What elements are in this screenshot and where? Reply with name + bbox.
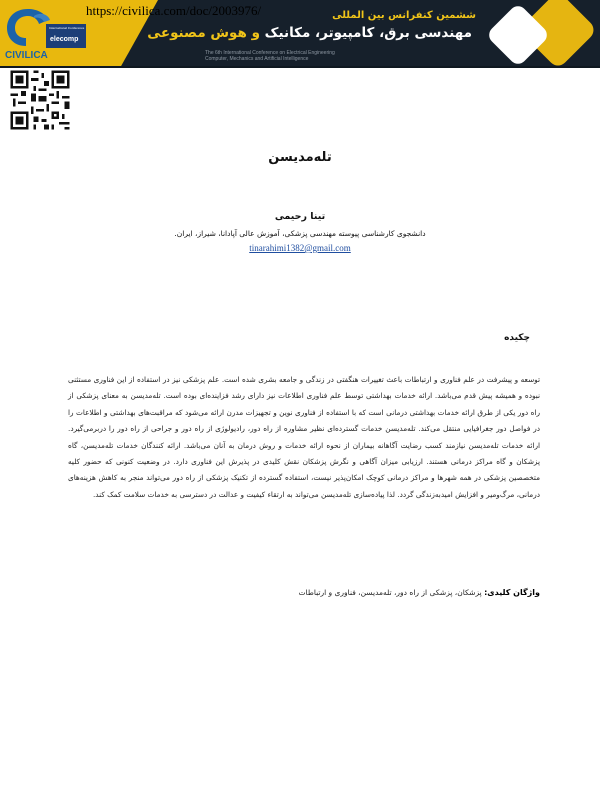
elecomp-label: elecomp	[50, 36, 79, 43]
author-email-link[interactable]: tinarahimi1382@gmail.com	[249, 243, 351, 253]
civilica-logo-icon	[4, 6, 52, 48]
banner-divider	[0, 66, 600, 68]
elecomp-small-text: International Conference	[49, 26, 85, 30]
abstract-heading: چکیده	[504, 333, 530, 343]
source-url-link[interactable]: https://civilica.com/doc/2003976/	[86, 3, 262, 18]
author-affiliation: دانشجوی کارشناسی پیوسته مهندسی پزشکی، آموزش عالی آپادانا، شیراز، ایران.	[174, 229, 426, 238]
conference-title-yellow: و هوش مصنوعی	[147, 25, 260, 41]
paper-title: تله‌مدیسن	[268, 150, 332, 165]
author-name: تینا رحیمی	[274, 211, 326, 222]
keywords-value: پزشکان، پزشکی از راه دور، تله‌مدیسن، فناوری و ارتباطات	[298, 588, 482, 597]
conference-title-en-line2: Computer, Mechanics and Artificial Intelligence	[205, 56, 309, 62]
conference-title-english	[205, 50, 335, 62]
conference-title-line2	[147, 25, 472, 42]
keywords-line	[299, 588, 541, 597]
keywords-label: واژگان کلیدی:	[484, 588, 540, 597]
conference-title-line1: ششمین کنفرانس بین المللی	[332, 10, 476, 21]
elecomp-logo	[46, 24, 86, 48]
civilica-logo-text: CIVILICA	[5, 50, 48, 61]
conference-title-white: مهندسی برق، کامپیوتر، مکانیک	[264, 25, 472, 41]
qr-code-icon	[8, 68, 72, 132]
conference-title-en-line1: The 6th International Conference on Electrical Engineering	[205, 50, 335, 56]
abstract-body: توسعه و پیشرفت در علم فناوری و ارتباطات باعث تغییرات هنگفتی در زندگی و جامعه بشری شده است. علم پزشکی نیز در استفاده از این فناوری مستثنی نبوده و همیشه پیش قدم می‌باشد. ارائه خدمات بهداشتی توسط علم فناوری اطلاعات نیز دارای رشد فزاینده‌ای بوده است. تله‌مدیسن به معنای پزشکی از راه دور یکی از طرق ارائه خدمات بهداشتی درمانی است که با استفاده از فناوری نوین و تجهیزات مدرن ارائه می‌شود که مراقبت‌های بهداشتی و اطلاعات را در فواصل دور جغرافیایی منتقل می‌کند. تله‌مدیسن خدمات گسترده‌ای نظیر مشاوره از راه دور، رادیولوژی از راه دور و جراحی از راه دور را دربرمی‌گیرد. ارائه خدمات تله‌مدیسن نیازمند کسب رضایت آگاهانه بیماران از نحوه ارائه خدمات و روش درمان به آنان می‌باشد. ارائه کنندگان خدمات تله‌مدیسن، گاه پزشکان و گاه مراکز درمانی هستند. ارزیابی میزان آگاهی و نگرش پزشکان نقش کلیدی در پذیرش این فناوری دارد. در وضعیت کنونی که حضور کلیه متخصصین پزشکی در همه شهرها و مراکز درمانی کوچک امکان‌پذیر نیست، استفاده گسترده از تکنیک پزشکی از راه دور می‌تواند منجر به کاهش هزینه‌های درمانی، مرگ‌ومیر و افزایش امید‌به‌زندگی گردد. لذا پیاده‌سازی تله‌مدیسن می‌تواند به ارتقاء کیفیت و عدالت در دسترسی به خدمات سلامت کمک کند.	[68, 375, 540, 499]
